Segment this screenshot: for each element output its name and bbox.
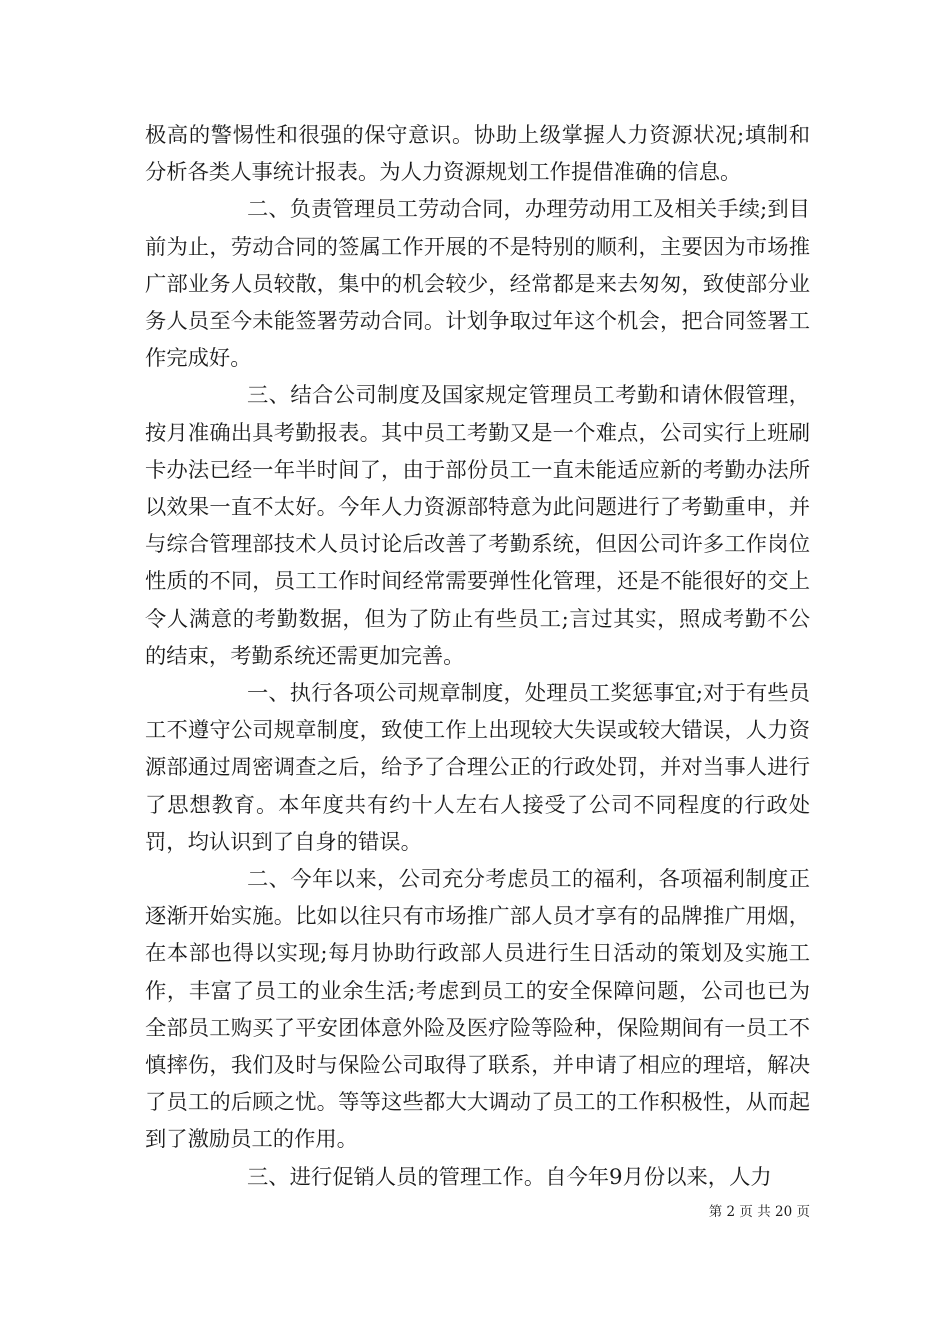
paragraph-continuation: 极高的警惕性和很强的保守意识。协助上级掌握人力资源状况;填制和分析各类人事统计报表。为人力资源规划工作提借准确的信息。 bbox=[145, 123, 810, 186]
paragraph-rules-discipline: 一、执行各项公司规章制度，处理员工奖惩事宜;对于有些员工不遵守公司规章制度，致使工作上出现较大失误或较大错误，人力资源部通过周密调查之后，给予了合理公正的行政处罚，并对当事人进行了思想教育。本年度共有约十人左右人接受了公司不同程度的行政处罚，均认识到了自身的错误。 bbox=[145, 681, 810, 855]
page-number-footer: 第 2 页 共 20 页 bbox=[708, 1204, 810, 1220]
paragraph-attendance: 三、结合公司制度及国家规定管理员工考勤和请休假管理，按月准确出具考勤报表。其中员工考勤又是一个难点，公司实行上班刷卡办法已经一年半时间了，由于部份员工一直未能适应新的考勤办法所以效果一直不太好。今年人力资源部特意为此问题进行了考勤重申，并与综合管理部技术人员讨论后改善了考勤系统，但因公司许多工作岗位性质的不同，员工工作时间经常需要弹性化管理，还是不能很好的交上令人满意的考勤数据，但为了防止有些员工;言过其实，照成考勤不公的结束，考勤系统还需更加完善。 bbox=[145, 383, 810, 669]
paragraph-labor-contract: 二、负责管理员工劳动合同，办理劳动用工及相关手续;到目前为止，劳动合同的签属工作开展的不是特别的顺利，主要因为市场推广部业务人员较散，集中的机会较少，经常都是来去匆匆，致使部分业务人员至今未能签署劳动合同。计划争取过年这个机会，把合同签署工作完成好。 bbox=[145, 197, 810, 372]
document-body bbox=[145, 117, 810, 1196]
paragraph-promotion-staff: 三、进行促销人员的管理工作。自今年9月份以来，人力 bbox=[247, 1164, 772, 1190]
paragraph-welfare: 二、今年以来，公司充分考虑员工的福利，各项福利制度正逐渐开始实施。比如以往只有市场推广部人员才享有的品牌推广用烟，在本部也得以实现;每月协助行政部人员进行生日活动的策划及实施工作，丰富了员工的业余生活;考虑到员工的安全保障问题，公司也已为全部员工购买了平安团体意外险及医疗险等险种，保险期间有一员工不慎摔伤，我们及时与保险公司取得了联系，并申请了相应的理培，解决了员工的后顾之忧。等等这些都大大调动了员工的工作积极性，从而起到了激励员工的作用。 bbox=[145, 867, 810, 1153]
